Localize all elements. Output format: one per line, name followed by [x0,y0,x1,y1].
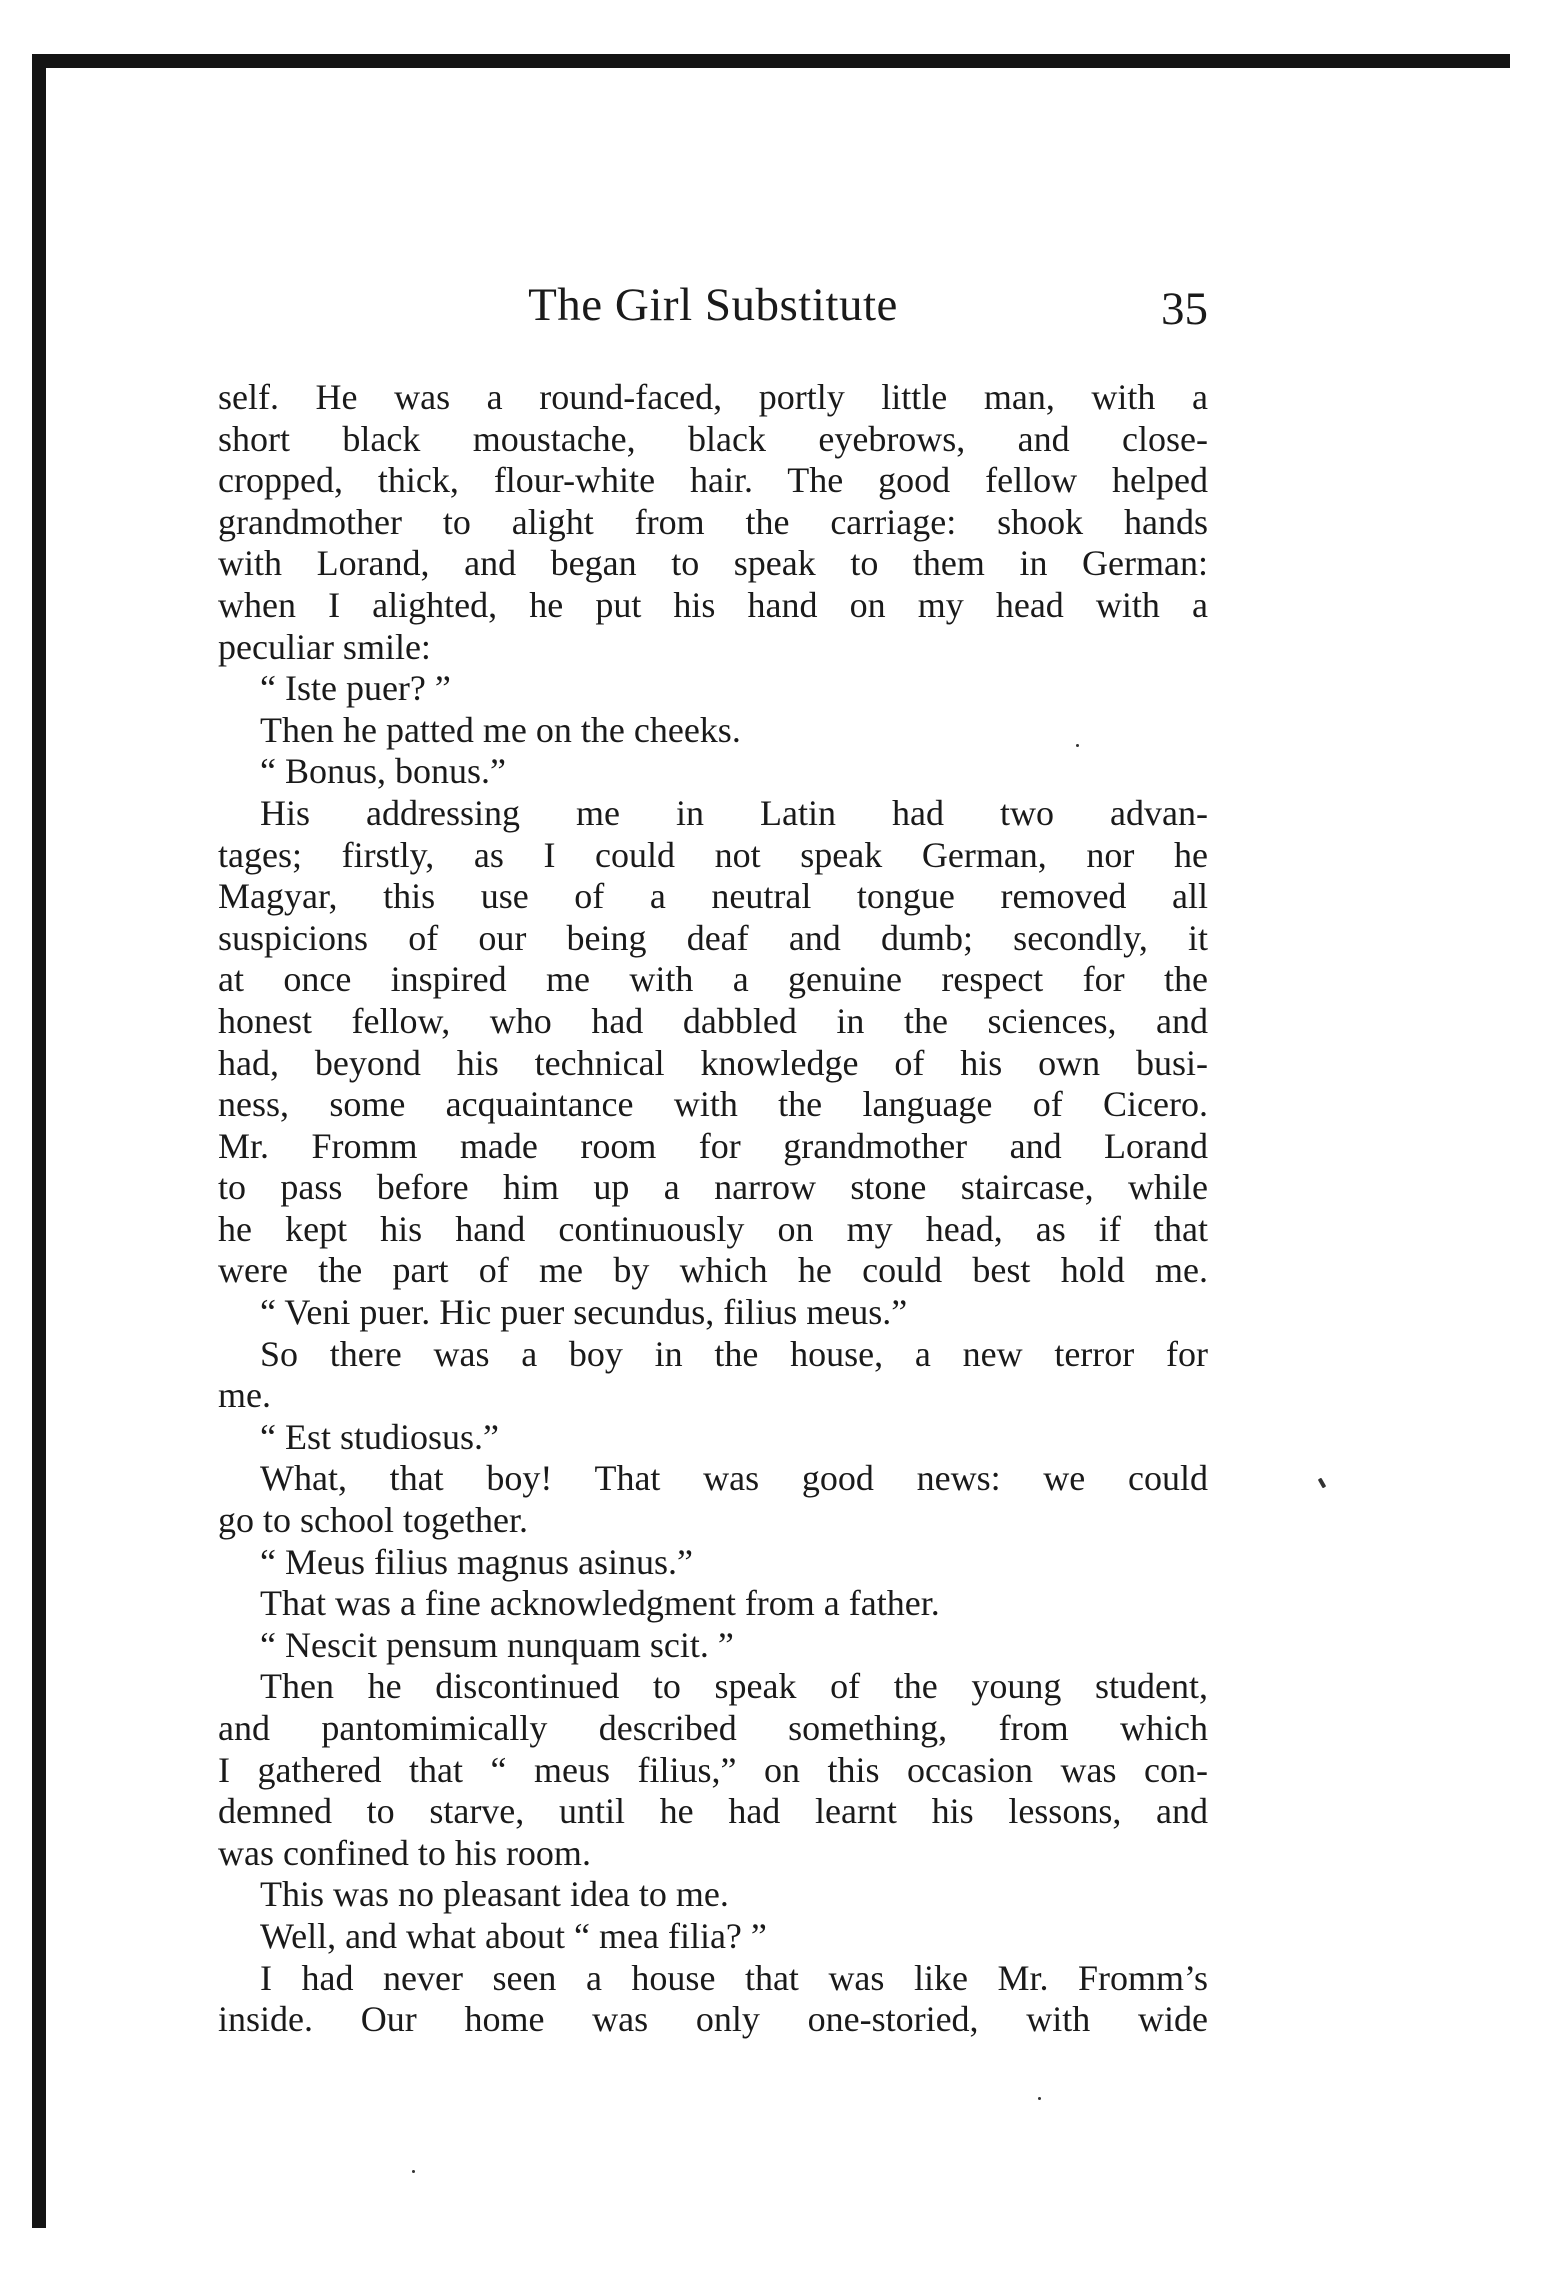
text-line: “ Est studiosus.” [260,1416,499,1457]
text-line: with Lorand, and began to speak to them in German: [218,543,1208,584]
text-line: honest fellow, who had dabbled in the sciences, and [218,1000,1208,1041]
text-line: “ Nescit pensum nunquam scit. ” [260,1624,734,1665]
text-line: tages; firstly, as I could not speak German, nor he [218,834,1208,875]
text-line: inside. Our home was only one-storied, with wide [218,1999,1208,2040]
running-title: The Girl Substitute [528,279,898,331]
text-line: “ Bonus, bonus.” [260,751,506,792]
text-line: His addressing me in Latin had two advan- [260,792,1208,833]
text-line: at once inspired me with a genuine respect for the [218,959,1208,1000]
text-line: and pantomimically described something, from which [218,1708,1208,1748]
page-number: 35 [1161,283,1208,335]
text-line: to pass before him up a narrow stone staircase, while [218,1167,1208,1208]
scan-speck [1318,1478,1326,1489]
text-line: Then he patted me on the cheeks. [260,709,741,750]
text-line: Then he discontinued to speak of the young student, [260,1666,1208,1707]
text-line: me. [218,1375,271,1416]
text-line: “ Meus filius magnus asinus.” [260,1541,693,1582]
text-line: he kept his hand continuously on my head, as if that [218,1208,1208,1249]
text-line: This was no pleasant idea to me. [260,1874,729,1915]
text-line: Mr. Fromm made room for grandmother and Lorand [218,1125,1208,1166]
text-line: I gathered that “ meus filius,” on this occasion was con- [218,1749,1208,1790]
text-line: grandmother to alight from the carriage: shook hands [218,501,1208,542]
text-line: suspicions of our being deaf and dumb; secondly, it [218,917,1208,958]
scan-speck [412,2170,415,2173]
text-line: short black moustache, black eyebrows, and close- [218,418,1208,459]
text-line: were the part of me by which he could best hold me. [218,1250,1208,1291]
text-line: cropped, thick, flour-white hair. The good fellow helped [218,460,1208,501]
text-line: demned to starve, until he had learnt his lessons, and [218,1791,1208,1832]
page-frame-top-border [32,54,1510,68]
page-frame-left-border [32,54,46,2228]
text-line: self. He was a round-faced, portly little man, with a [218,377,1208,417]
text-line: What, that boy! That was good news: we could [260,1458,1208,1499]
text-line: had, beyond his technical knowledge of his own busi- [218,1042,1208,1083]
text-line: Well, and what about “ mea filia? ” [260,1915,767,1956]
text-line: Magyar, this use of a neutral tongue removed all [218,876,1208,917]
body-text [218,377,1208,2041]
text-line: “ Veni puer. Hic puer secundus, filius meus.” [260,1292,908,1333]
scan-speck [1038,2097,1041,2100]
text-line: when I alighted, he put his hand on my head with a [218,584,1208,625]
scan-speck [1076,744,1079,747]
text-line: go to school together. [218,1500,528,1541]
text-line: That was a fine acknowledgment from a father. [260,1583,940,1624]
page-header [218,270,1208,340]
text-line: ness, some acquaintance with the language of Cicero. [218,1084,1208,1125]
text-line: peculiar smile: [218,626,431,667]
text-line: was confined to his room. [218,1832,591,1873]
text-line: “ Iste puer? ” [260,668,451,709]
text-line: So there was a boy in the house, a new terror for [260,1333,1208,1374]
text-line: I had never seen a house that was like Mr. Fromm’s [260,1957,1208,1998]
